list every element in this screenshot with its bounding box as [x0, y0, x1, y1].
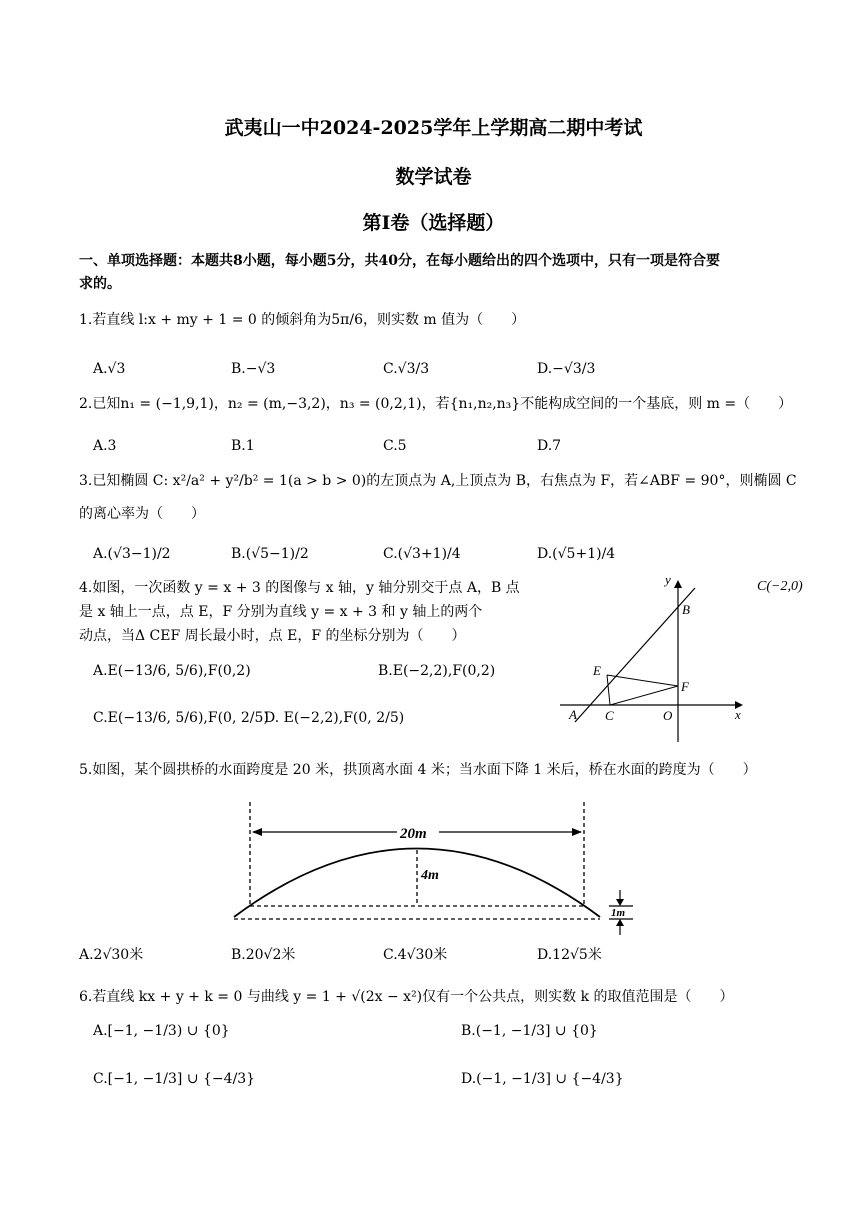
- span-arrow-right: [572, 828, 582, 836]
- span-label: 20m: [400, 826, 427, 842]
- q3-stem-line2: 的离心率为（ ）: [79, 506, 205, 522]
- q1-option-b: B.−√3: [231, 361, 276, 377]
- height-label: 4m: [421, 868, 439, 883]
- label-e: E: [593, 663, 601, 678]
- q1-option-d: D.−√3/3: [537, 361, 596, 377]
- q4-option-a: A.E(−13/6, 5/6),F(0,2): [93, 663, 251, 679]
- q6-option-d: D.(−1, −1/3] ∪ {−4/3}: [461, 1071, 624, 1087]
- q2-option-d: D.7: [537, 438, 562, 454]
- q4-option-c: C.E(−13/6, 5/6),F(0, 2/5): [93, 710, 269, 726]
- label-y: y: [665, 572, 671, 587]
- q5-option-d: D.12√5米: [537, 947, 602, 963]
- paper-subtitle: 数学试卷: [395, 166, 472, 188]
- q3-option-d: D.(√5+1)/4: [537, 546, 616, 562]
- segment-cf: [610, 686, 678, 705]
- q5-option-b: B.20√2米: [231, 947, 296, 963]
- q2-stem: 2.已知n₁ = (−1,9,1)，n₂ = (m,−3,2)，n₃ = (0,2,1)，若{n₁,n₂,n₃}不能构成空间的一个基底，则 m =（ ）: [79, 396, 793, 412]
- label-b: B: [682, 602, 690, 617]
- q2-option-b: B.1: [231, 438, 255, 454]
- line-y-x-plus-3: [575, 588, 695, 722]
- q6-option-a: A.[−1, −1/3) ∪ {0}: [93, 1023, 230, 1039]
- q4-option-b: B.E(−2,2),F(0,2): [378, 663, 496, 679]
- q2-option-c: C.5: [383, 438, 407, 454]
- q3-option-c: C.(√3+1)/4: [383, 546, 461, 562]
- segment-ce: [607, 675, 610, 705]
- q4-line3: 动点，当Δ CEF 周长最小时，点 E，F 的坐标分别为（ ）: [79, 628, 466, 644]
- label-a: A: [569, 707, 577, 722]
- part-heading: 第I卷（选择题）: [362, 212, 505, 234]
- label-x: x: [735, 707, 741, 722]
- q1-option-c: C.√3/3: [383, 361, 430, 377]
- q1-stem: 1.若直线 l:x + my + 1 = 0 的倾斜角为5π/6，则实数 m 值为（ ）: [79, 312, 526, 328]
- q5-figure: [225, 798, 645, 943]
- section1-line1: 一、单项选择题：本题共8小题，每小题5分，共40分，在每小题给出的四个选项中，只有一项是符合要: [79, 253, 720, 269]
- q5-option-c: C.4√30米: [383, 947, 448, 963]
- q3-option-b: B.(√5−1)/2: [231, 546, 309, 562]
- drop-arrow-down: [616, 899, 624, 906]
- q3-stem-line1: 3.已知椭圆 C: x²/a² + y²/b² = 1(a > b > 0)的左顶点为 A,上顶点为 B，右焦点为 F，若∠ABF = 90°，则椭圆 C: [79, 473, 797, 489]
- exam-title: 武夷山一中2024-2025学年上学期高二期中考试: [224, 117, 643, 139]
- drop-label: 1m: [611, 907, 626, 919]
- segment-ef: [607, 675, 678, 686]
- section1-line2: 求的。: [79, 276, 121, 292]
- q6-stem: 6.若直线 kx + y + k = 0 与曲线 y = 1 + √(2x − x²)仅有一个公共点，则实数 k 的取值范围是（ ）: [79, 989, 734, 1005]
- q1-option-a: A.√3: [93, 361, 126, 377]
- label-f: F: [681, 679, 689, 694]
- label-o: O: [663, 708, 673, 723]
- q6-option-b: B.(−1, −1/3] ∪ {0}: [461, 1023, 598, 1039]
- q2-option-a: A.3: [93, 438, 117, 454]
- y-axis-arrow: [674, 580, 682, 588]
- span-arrow-left: [252, 828, 262, 836]
- q4-line2: 是 x 轴上一点，点 E，F 分别为直线 y = x + 3 和 y 轴上的两个: [79, 604, 483, 620]
- q6-option-c: C.[−1, −1/3] ∪ {−4/3}: [93, 1071, 256, 1087]
- q4-extra-point: C(−2,0): [757, 579, 803, 594]
- q3-option-a: A.(√3−1)/2: [93, 546, 171, 562]
- q4-line1: 4.如图，一次函数 y = x + 3 的图像与 x 轴，y 轴分别交于点 A，B 点: [79, 580, 520, 596]
- q4-option-d: D. E(−2,2),F(0, 2/5): [264, 710, 405, 726]
- q5-stem: 5.如图，某个圆拱桥的水面跨度是 20 米，拱顶离水面 4 米；当水面下降 1 米后，桥在水面的跨度为（ ）: [79, 762, 757, 778]
- label-c: C: [605, 708, 614, 723]
- q4-figure: [555, 570, 755, 750]
- q5-option-a: A.2√30米: [79, 947, 144, 963]
